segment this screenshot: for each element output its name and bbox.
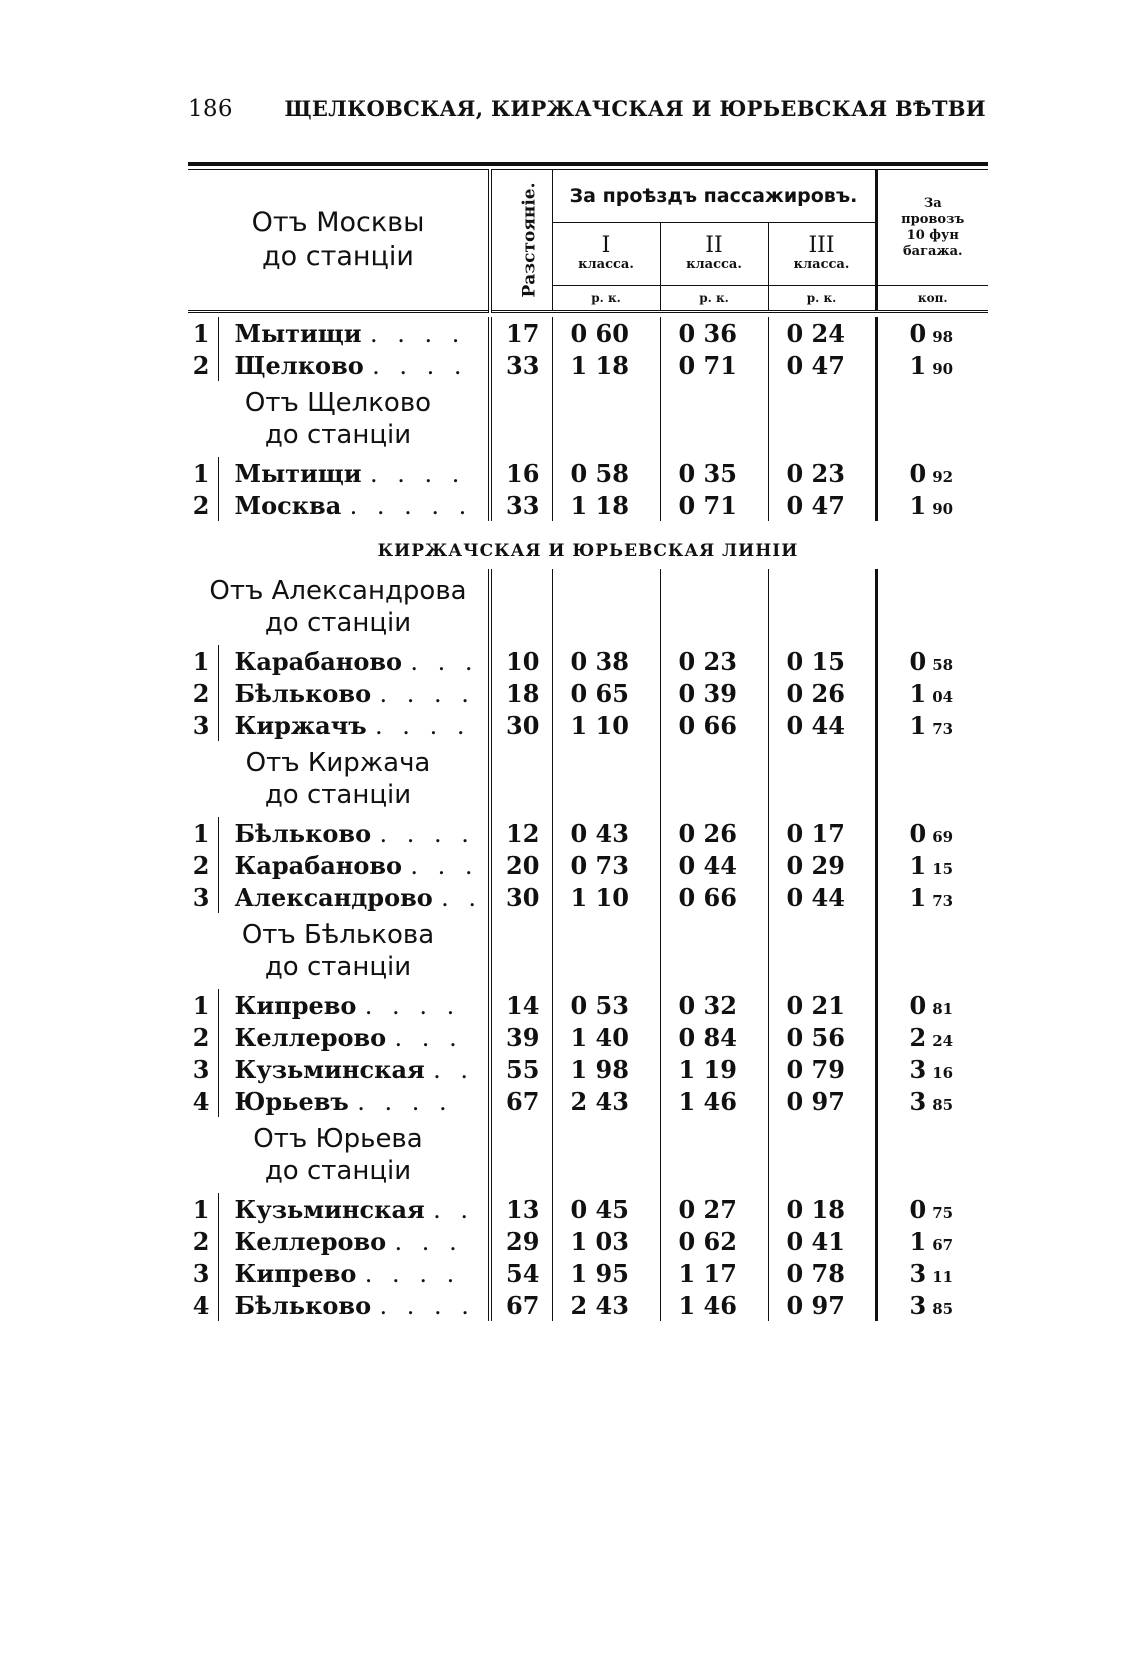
empty-cell xyxy=(876,913,988,989)
table-row xyxy=(188,645,988,677)
baggage-kopecks: 98 xyxy=(932,327,954,346)
origin-subheading-line2: до станціи xyxy=(264,952,412,982)
baggage-fare xyxy=(876,817,988,849)
station-name: Бѣльково xyxy=(234,818,372,848)
empty-cell xyxy=(876,741,988,817)
origin-subheading-row xyxy=(188,913,988,989)
fare-class-3: 0 18 xyxy=(768,1193,876,1225)
baggage-fare xyxy=(876,1289,988,1321)
fare-class-2: 0 84 xyxy=(660,1021,768,1053)
row-index: 1 xyxy=(188,817,218,849)
fare-class-2: 0 66 xyxy=(660,881,768,913)
fare-class-3: 0 44 xyxy=(768,881,876,913)
header-unit-class-2: р. к. xyxy=(660,286,768,312)
header-origin-line1: Отъ Москвы xyxy=(251,207,425,238)
station-name: Кузьминская xyxy=(234,1054,425,1084)
baggage-rubles: 1 xyxy=(909,678,927,708)
header-class-3 xyxy=(768,223,876,286)
station-name: Мытищи xyxy=(234,458,362,488)
header-class-3-word: класса. xyxy=(793,257,850,272)
baggage-fare xyxy=(876,457,988,489)
table-row xyxy=(188,317,988,349)
baggage-fare xyxy=(876,1225,988,1257)
table-row xyxy=(188,1225,988,1257)
leader-dots: . . . . xyxy=(379,1291,475,1320)
fare-class-2: 0 36 xyxy=(660,317,768,349)
fare-class-3: 0 23 xyxy=(768,457,876,489)
station-cell xyxy=(218,849,490,881)
fare-class-3: 0 44 xyxy=(768,709,876,741)
fare-class-2: 0 35 xyxy=(660,457,768,489)
page-title: ЩЕЛКОВСКАЯ, КИРЖАЧСКАЯ И ЮРЬЕВСКАЯ ВѢТВИ xyxy=(284,96,986,121)
leader-dots: . . . xyxy=(394,1227,463,1256)
baggage-rubles: 1 xyxy=(909,882,927,912)
distance-cell: 17 xyxy=(490,317,552,349)
baggage-fare xyxy=(876,1053,988,1085)
empty-cell xyxy=(768,913,876,989)
origin-subheading-row xyxy=(188,1117,988,1193)
table-row xyxy=(188,1053,988,1085)
header-passenger-fare: За проѣздъ пассажировъ. xyxy=(552,170,876,223)
header-unit-class-1: р. к. xyxy=(552,286,660,312)
leader-dots: . . . xyxy=(410,647,479,676)
fare-table-wrapper xyxy=(188,162,988,1321)
header-class-1 xyxy=(552,223,660,286)
station-name: Юрьевъ xyxy=(234,1086,349,1116)
empty-cell xyxy=(876,569,988,645)
baggage-kopecks: 92 xyxy=(932,467,954,486)
station-cell xyxy=(218,1021,490,1053)
baggage-rubles: 3 xyxy=(909,1054,927,1084)
origin-subheading xyxy=(188,913,490,989)
station-name: Мытищи xyxy=(234,318,362,348)
leader-dots: . . . . xyxy=(369,319,466,348)
fare-class-1: 1 03 xyxy=(552,1225,660,1257)
fare-class-1: 0 45 xyxy=(552,1193,660,1225)
station-cell xyxy=(218,1193,490,1225)
fare-class-3: 0 97 xyxy=(768,1289,876,1321)
table-row xyxy=(188,349,988,381)
fare-class-2: 1 19 xyxy=(660,1053,768,1085)
baggage-kopecks: 75 xyxy=(932,1203,954,1222)
header-class-3-numeral: III xyxy=(808,233,835,258)
fare-table-body xyxy=(188,317,988,1321)
fare-class-3: 0 56 xyxy=(768,1021,876,1053)
empty-cell xyxy=(876,381,988,457)
station-name: Карабаново xyxy=(234,646,403,676)
station-name: Келлерово xyxy=(234,1022,387,1052)
table-row xyxy=(188,1257,988,1289)
baggage-rubles: 0 xyxy=(909,818,927,848)
leader-dots: . . . . . xyxy=(349,491,473,520)
header-distance xyxy=(490,170,552,312)
fare-class-3: 0 17 xyxy=(768,817,876,849)
fare-class-3: 0 41 xyxy=(768,1225,876,1257)
empty-cell xyxy=(660,1117,768,1193)
distance-cell: 55 xyxy=(490,1053,552,1085)
empty-cell xyxy=(490,741,552,817)
distance-cell: 33 xyxy=(490,489,552,521)
empty-cell xyxy=(768,1117,876,1193)
fare-class-3: 0 29 xyxy=(768,849,876,881)
baggage-fare xyxy=(876,849,988,881)
baggage-rubles: 1 xyxy=(909,710,927,740)
baggage-rubles: 1 xyxy=(909,850,927,880)
station-name: Киржачъ xyxy=(234,710,367,740)
header-class-1-word: класса. xyxy=(578,257,634,272)
fare-class-1: 0 38 xyxy=(552,645,660,677)
baggage-fare xyxy=(876,881,988,913)
header-unit-baggage: коп. xyxy=(876,286,988,312)
baggage-rubles: 3 xyxy=(909,1290,927,1320)
station-cell xyxy=(218,817,490,849)
row-index: 2 xyxy=(188,349,218,381)
baggage-kopecks: 11 xyxy=(932,1267,954,1286)
fare-class-2: 0 62 xyxy=(660,1225,768,1257)
origin-subheading-line1: Отъ Киржача xyxy=(245,748,431,778)
baggage-fare xyxy=(876,317,988,349)
table-row xyxy=(188,489,988,521)
station-name: Александрово xyxy=(234,882,433,912)
table-row xyxy=(188,1085,988,1117)
origin-subheading-row xyxy=(188,741,988,817)
distance-cell: 18 xyxy=(490,677,552,709)
row-index: 3 xyxy=(188,881,218,913)
leader-dots: . . xyxy=(433,1195,474,1224)
baggage-kopecks: 24 xyxy=(932,1031,954,1050)
row-index: 2 xyxy=(188,849,218,881)
fare-class-3: 0 97 xyxy=(768,1085,876,1117)
leader-dots: . . . . xyxy=(364,1259,461,1288)
fare-class-3: 0 47 xyxy=(768,349,876,381)
fare-class-1: 0 73 xyxy=(552,849,660,881)
station-cell xyxy=(218,489,490,521)
header-class-2 xyxy=(660,223,768,286)
distance-cell: 14 xyxy=(490,989,552,1021)
row-index: 2 xyxy=(188,1021,218,1053)
station-cell xyxy=(218,1225,490,1257)
table-row xyxy=(188,457,988,489)
leader-dots: . . . . xyxy=(375,711,471,740)
table-row xyxy=(188,849,988,881)
empty-cell xyxy=(768,741,876,817)
header-baggage-line3: 10 фун xyxy=(906,227,959,243)
row-index: 3 xyxy=(188,1053,218,1085)
row-index: 3 xyxy=(188,1257,218,1289)
origin-subheading xyxy=(188,569,490,645)
distance-cell: 29 xyxy=(490,1225,552,1257)
baggage-kopecks: 67 xyxy=(932,1235,954,1254)
fare-class-3: 0 26 xyxy=(768,677,876,709)
fare-class-1: 1 98 xyxy=(552,1053,660,1085)
fare-class-1: 2 43 xyxy=(552,1085,660,1117)
fare-class-2: 1 46 xyxy=(660,1289,768,1321)
fare-class-1: 1 18 xyxy=(552,349,660,381)
header-class-2-word: класса. xyxy=(686,257,742,272)
empty-cell xyxy=(660,741,768,817)
fare-class-3: 0 47 xyxy=(768,489,876,521)
empty-cell xyxy=(552,381,660,457)
fare-class-2: 0 39 xyxy=(660,677,768,709)
distance-cell: 12 xyxy=(490,817,552,849)
distance-cell: 16 xyxy=(490,457,552,489)
station-cell xyxy=(218,1257,490,1289)
baggage-rubles: 0 xyxy=(909,318,927,348)
leader-dots: . . xyxy=(433,1055,474,1084)
station-cell xyxy=(218,645,490,677)
baggage-kopecks: 69 xyxy=(932,827,954,846)
table-row xyxy=(188,989,988,1021)
station-name: Кузьминская xyxy=(234,1194,425,1224)
empty-cell xyxy=(490,1117,552,1193)
leader-dots: . . . . xyxy=(379,819,475,848)
empty-cell xyxy=(552,569,660,645)
origin-subheading-line2: до станціи xyxy=(264,1156,412,1186)
distance-cell: 67 xyxy=(490,1085,552,1117)
fare-class-3: 0 21 xyxy=(768,989,876,1021)
fare-class-1: 0 53 xyxy=(552,989,660,1021)
fare-class-1: 1 18 xyxy=(552,489,660,521)
baggage-fare xyxy=(876,989,988,1021)
origin-subheading-line2: до станціи xyxy=(264,780,412,810)
origin-subheading-line2: до станціи xyxy=(264,420,412,450)
leader-dots: . . . . xyxy=(372,351,468,380)
distance-cell: 10 xyxy=(490,645,552,677)
empty-cell xyxy=(768,569,876,645)
fare-class-1: 0 58 xyxy=(552,457,660,489)
station-cell xyxy=(218,709,490,741)
station-name: Бѣльково xyxy=(234,678,372,708)
baggage-kopecks: 58 xyxy=(932,655,954,674)
baggage-rubles: 1 xyxy=(909,490,927,520)
distance-cell: 13 xyxy=(490,1193,552,1225)
fare-class-2: 0 27 xyxy=(660,1193,768,1225)
empty-cell xyxy=(768,381,876,457)
row-index: 1 xyxy=(188,645,218,677)
fare-class-1: 2 43 xyxy=(552,1289,660,1321)
baggage-kopecks: 15 xyxy=(932,859,954,878)
baggage-rubles: 0 xyxy=(909,458,927,488)
section-title: КИРЖАЧСКАЯ И ЮРЬЕВСКАЯ ЛИНІИ xyxy=(377,541,799,561)
header-class-1-numeral: I xyxy=(601,233,611,258)
fare-class-2: 0 26 xyxy=(660,817,768,849)
station-cell xyxy=(218,457,490,489)
origin-subheading-row xyxy=(188,569,988,645)
header-baggage xyxy=(876,170,988,286)
row-index: 2 xyxy=(188,677,218,709)
origin-subheading xyxy=(188,741,490,817)
baggage-fare xyxy=(876,349,988,381)
row-index: 1 xyxy=(188,317,218,349)
row-index: 3 xyxy=(188,709,218,741)
fare-class-3: 0 15 xyxy=(768,645,876,677)
baggage-kopecks: 73 xyxy=(932,891,954,910)
distance-cell: 30 xyxy=(490,881,552,913)
fare-class-1: 1 40 xyxy=(552,1021,660,1053)
table-row xyxy=(188,1289,988,1321)
station-cell xyxy=(218,677,490,709)
fare-class-3: 0 78 xyxy=(768,1257,876,1289)
fare-class-2: 0 32 xyxy=(660,989,768,1021)
table-row xyxy=(188,817,988,849)
header-origin xyxy=(188,170,490,312)
baggage-kopecks: 73 xyxy=(932,719,954,738)
header-unit-class-3: р. к. xyxy=(768,286,876,312)
empty-cell xyxy=(490,381,552,457)
station-name: Москва xyxy=(234,490,342,520)
baggage-rubles: 0 xyxy=(909,1194,927,1224)
station-cell xyxy=(218,317,490,349)
baggage-kopecks: 90 xyxy=(932,359,954,378)
distance-cell: 67 xyxy=(490,1289,552,1321)
baggage-kopecks: 85 xyxy=(932,1299,954,1318)
table-row xyxy=(188,1193,988,1225)
fare-class-2: 1 46 xyxy=(660,1085,768,1117)
origin-subheading-line1: Отъ Бѣлькова xyxy=(241,920,435,950)
station-name: Кипрево xyxy=(234,990,357,1020)
baggage-fare xyxy=(876,1085,988,1117)
baggage-rubles: 3 xyxy=(909,1086,927,1116)
baggage-rubles: 1 xyxy=(909,350,927,380)
row-index: 4 xyxy=(188,1085,218,1117)
baggage-rubles: 1 xyxy=(909,1226,927,1256)
baggage-fare xyxy=(876,1021,988,1053)
empty-cell xyxy=(660,381,768,457)
fare-class-2: 0 44 xyxy=(660,849,768,881)
leader-dots: . . . . xyxy=(357,1087,453,1116)
fare-class-1: 0 60 xyxy=(552,317,660,349)
distance-cell: 39 xyxy=(490,1021,552,1053)
empty-cell xyxy=(552,913,660,989)
station-name: Карабаново xyxy=(234,850,403,880)
station-name: Бѣльково xyxy=(234,1290,372,1320)
empty-cell xyxy=(552,741,660,817)
table-row xyxy=(188,881,988,913)
leader-dots: . . . . xyxy=(369,459,466,488)
fare-class-1: 0 43 xyxy=(552,817,660,849)
empty-cell xyxy=(552,1117,660,1193)
baggage-fare xyxy=(876,709,988,741)
row-index: 2 xyxy=(188,489,218,521)
fare-class-3: 0 24 xyxy=(768,317,876,349)
baggage-rubles: 2 xyxy=(909,1022,927,1052)
fare-class-2: 1 17 xyxy=(660,1257,768,1289)
baggage-kopecks: 16 xyxy=(932,1063,954,1082)
empty-cell xyxy=(876,1117,988,1193)
table-row xyxy=(188,1021,988,1053)
empty-cell xyxy=(660,913,768,989)
baggage-fare xyxy=(876,489,988,521)
station-cell xyxy=(218,881,490,913)
empty-cell xyxy=(490,569,552,645)
distance-cell: 33 xyxy=(490,349,552,381)
leader-dots: . . . . xyxy=(379,679,475,708)
fare-table-header xyxy=(188,164,988,317)
row-index: 1 xyxy=(188,457,218,489)
fare-class-3: 0 79 xyxy=(768,1053,876,1085)
baggage-rubles: 0 xyxy=(909,646,927,676)
baggage-fare xyxy=(876,677,988,709)
header-baggage-line2: провозъ xyxy=(901,211,965,227)
origin-subheading-line2: до станціи xyxy=(264,608,412,638)
header-class-2-numeral: II xyxy=(705,233,723,258)
station-cell xyxy=(218,989,490,1021)
row-index: 1 xyxy=(188,989,218,1021)
row-index: 1 xyxy=(188,1193,218,1225)
station-cell xyxy=(218,1085,490,1117)
empty-cell xyxy=(660,569,768,645)
baggage-fare xyxy=(876,1193,988,1225)
header-distance-label: Разстояніе. xyxy=(519,182,540,298)
header-origin-line2: до станціи xyxy=(262,241,414,272)
fare-class-2: 0 71 xyxy=(660,489,768,521)
page-header xyxy=(188,96,986,122)
table-row xyxy=(188,677,988,709)
baggage-kopecks: 04 xyxy=(932,687,954,706)
distance-cell: 30 xyxy=(490,709,552,741)
origin-subheading-line1: Отъ Юрьева xyxy=(253,1124,423,1154)
baggage-kopecks: 85 xyxy=(932,1095,954,1114)
baggage-fare xyxy=(876,645,988,677)
page-number: 186 xyxy=(188,96,233,122)
leader-dots: . . . xyxy=(394,1023,463,1052)
origin-subheading-row xyxy=(188,381,988,457)
fare-class-1: 1 95 xyxy=(552,1257,660,1289)
fare-class-2: 0 71 xyxy=(660,349,768,381)
origin-subheading-line1: Отъ Александрова xyxy=(209,576,467,606)
distance-cell: 54 xyxy=(490,1257,552,1289)
fare-class-2: 0 66 xyxy=(660,709,768,741)
fare-class-1: 0 65 xyxy=(552,677,660,709)
station-cell xyxy=(218,1053,490,1085)
station-cell xyxy=(218,1289,490,1321)
row-index: 2 xyxy=(188,1225,218,1257)
table-row xyxy=(188,709,988,741)
baggage-kopecks: 81 xyxy=(932,999,954,1018)
leader-dots: . . . xyxy=(410,851,479,880)
fare-class-2: 0 23 xyxy=(660,645,768,677)
station-name: Щелково xyxy=(234,350,364,380)
baggage-rubles: 0 xyxy=(909,990,927,1020)
baggage-fare xyxy=(876,1257,988,1289)
station-cell xyxy=(218,349,490,381)
empty-cell xyxy=(490,913,552,989)
row-index: 4 xyxy=(188,1289,218,1321)
origin-subheading xyxy=(188,381,490,457)
origin-subheading xyxy=(188,1117,490,1193)
leader-dots: . . . . xyxy=(364,991,461,1020)
baggage-kopecks: 90 xyxy=(932,499,954,518)
section-title-row xyxy=(188,521,988,569)
header-baggage-line1: За xyxy=(923,195,942,211)
origin-subheading-line1: Отъ Щелково xyxy=(244,388,432,418)
station-name: Келлерово xyxy=(234,1226,387,1256)
station-name: Кипрево xyxy=(234,1258,357,1288)
fare-class-1: 1 10 xyxy=(552,709,660,741)
leader-dots: . . xyxy=(441,883,483,912)
header-baggage-line4: багажа. xyxy=(902,243,963,259)
fare-table xyxy=(188,162,988,1321)
fare-class-1: 1 10 xyxy=(552,881,660,913)
distance-cell: 20 xyxy=(490,849,552,881)
baggage-rubles: 3 xyxy=(909,1258,927,1288)
